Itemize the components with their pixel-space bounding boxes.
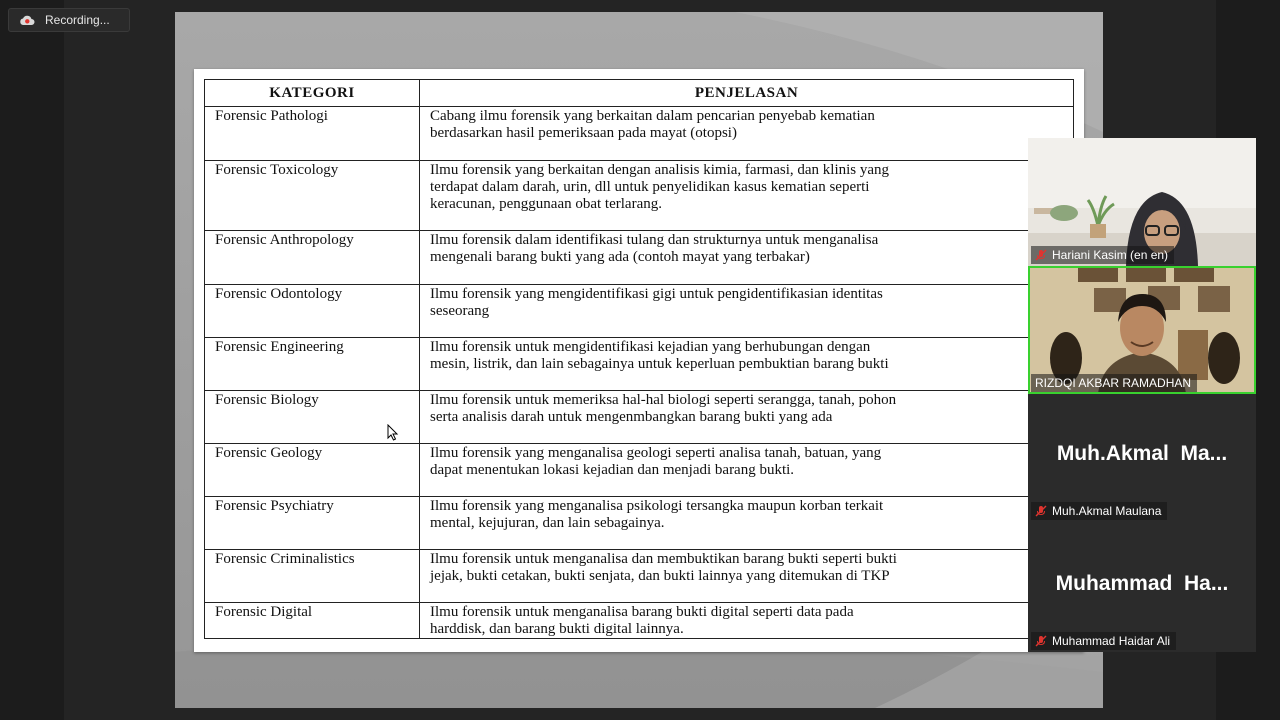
explanation-line: Cabang ilmu forensik yang berkaitan dalam pencarian penyebab kematian [430, 108, 875, 124]
explanation-cell [420, 391, 1074, 444]
category-cell: Forensic Anthropology [205, 231, 420, 285]
muted-mic-icon [1035, 635, 1047, 647]
category-cell: Forensic Biology [205, 391, 420, 444]
explanation-line: dapat menentukan lokasi kejadian dan menjadi barang bukti. [430, 462, 795, 478]
explanation-line: Ilmu forensik yang berkaitan dengan analisis kimia, farmasi, dan klinis yang [430, 162, 890, 178]
category-cell: Forensic Pathologi [205, 107, 420, 161]
category-cell: Forensic Geology [205, 444, 420, 497]
participants-panel [1028, 138, 1256, 652]
participant-name: Hariani Kasim (en en) [1052, 248, 1169, 262]
table-row [205, 391, 1074, 444]
explanation-line: Ilmu forensik yang menganalisa geologi seperti analisa tanah, batuan, yang [430, 445, 882, 461]
explanation-cell [420, 444, 1074, 497]
participant-name: Muh.Akmal Maulana [1052, 504, 1162, 518]
left-letterbox [0, 0, 64, 720]
forensic-categories-document [194, 69, 1084, 652]
explanation-cell [420, 231, 1074, 285]
table-row [205, 338, 1074, 391]
explanation-line: mesin, listrik, dan lain sebagainya untuk keperluan pembuktian barang bukti [430, 356, 889, 372]
explanation-line: Ilmu forensik yang mengidentifikasi gigi untuk pengidentifikasian identitas [430, 286, 883, 302]
explanation-line: Ilmu forensik untuk menganalisa barang bukti digital seperti data pada [430, 604, 854, 620]
video-tile-akmal[interactable] [1028, 394, 1256, 522]
participant-nameplate [1031, 632, 1176, 650]
participant-display-name: Muh.Akmal Ma... [1056, 442, 1228, 465]
participant-display-name: Muhammad Ha... [1055, 572, 1229, 595]
mouse-cursor-icon [387, 424, 399, 441]
recording-label: Recording... [45, 13, 110, 27]
explanation-cell [420, 497, 1074, 550]
explanation-line: Ilmu forensik untuk mengidentifikasi kejadian yang berhubungan dengan [430, 339, 871, 355]
table-row [205, 603, 1074, 639]
explanation-line: Ilmu forensik dalam identifikasi tulang dan strukturnya untuk menganalisa [430, 232, 879, 248]
recording-indicator[interactable] [8, 8, 130, 32]
table-header-row [205, 80, 1074, 107]
muted-mic-icon [1035, 505, 1047, 517]
video-tile-haidar[interactable] [1028, 522, 1256, 652]
category-cell: Forensic Toxicology [205, 161, 420, 231]
explanation-line: mental, kejujuran, dan lain sebagainya. [430, 515, 665, 531]
explanation-line: harddisk, dan barang bukti digital lainnya. [430, 621, 684, 637]
table-row [205, 231, 1074, 285]
table-row [205, 444, 1074, 497]
explanation-cell [420, 285, 1074, 338]
participant-name: Muhammad Haidar Ali [1052, 634, 1171, 648]
explanation-line: terdapat dalam darah, urin, dll untuk penyelidikan kasus kematian seperti [430, 179, 870, 195]
table-row [205, 497, 1074, 550]
table-row [205, 107, 1074, 161]
category-cell: Forensic Criminalistics [205, 550, 420, 603]
category-cell: Forensic Engineering [205, 338, 420, 391]
participant-nameplate [1031, 502, 1167, 520]
video-tile-hariani[interactable] [1028, 138, 1256, 266]
category-cell: Forensic Odontology [205, 285, 420, 338]
participant-nameplate [1031, 246, 1174, 264]
table-row [205, 161, 1074, 231]
explanation-cell [420, 603, 1074, 639]
explanation-line: jejak, bukti cetakan, bukti senjata, dan bukti lainnya yang ditemukan di TKP [430, 568, 890, 584]
muted-mic-icon [1035, 249, 1047, 261]
explanation-line: serta analisis darah untuk mengenmbangkan barang bukti yang ada [430, 409, 833, 425]
explanation-cell [420, 161, 1074, 231]
shared-screen [175, 12, 1103, 708]
category-cell: Forensic Digital [205, 603, 420, 639]
explanation-cell [420, 550, 1074, 603]
table-row [205, 285, 1074, 338]
category-cell: Forensic Psychiatry [205, 497, 420, 550]
participant-name: RIZDQI AKBAR RAMADHAN [1035, 376, 1192, 390]
explanation-line: Ilmu forensik untuk memeriksa hal-hal biologi seperti serangga, tanah, pohon [430, 392, 897, 408]
explanation-cell [420, 107, 1074, 161]
header-explanation: PENJELASAN [420, 80, 1074, 107]
explanation-line: seseorang [430, 303, 490, 319]
table-row [205, 550, 1074, 603]
participant-nameplate [1031, 374, 1197, 392]
categories-table [204, 79, 1074, 639]
explanation-line: Ilmu forensik yang menganalisa psikologi tersangka maupun korban terkait [430, 498, 884, 514]
explanation-line: Ilmu forensik untuk menganalisa dan membuktikan barang bukti seperti bukti [430, 551, 897, 567]
explanation-cell [420, 338, 1074, 391]
video-tile-rizdqi[interactable] [1028, 266, 1256, 394]
cloud-record-icon [19, 14, 35, 26]
explanation-line: keracunan, penggunaan obat terlarang. [430, 196, 662, 212]
explanation-line: berdasarkan hasil pemeriksaan pada mayat (otopsi) [430, 125, 737, 141]
explanation-line: mengenali barang bukti yang ada (contoh mayat yang terbakar) [430, 249, 810, 265]
header-category: KATEGORI [205, 80, 420, 107]
